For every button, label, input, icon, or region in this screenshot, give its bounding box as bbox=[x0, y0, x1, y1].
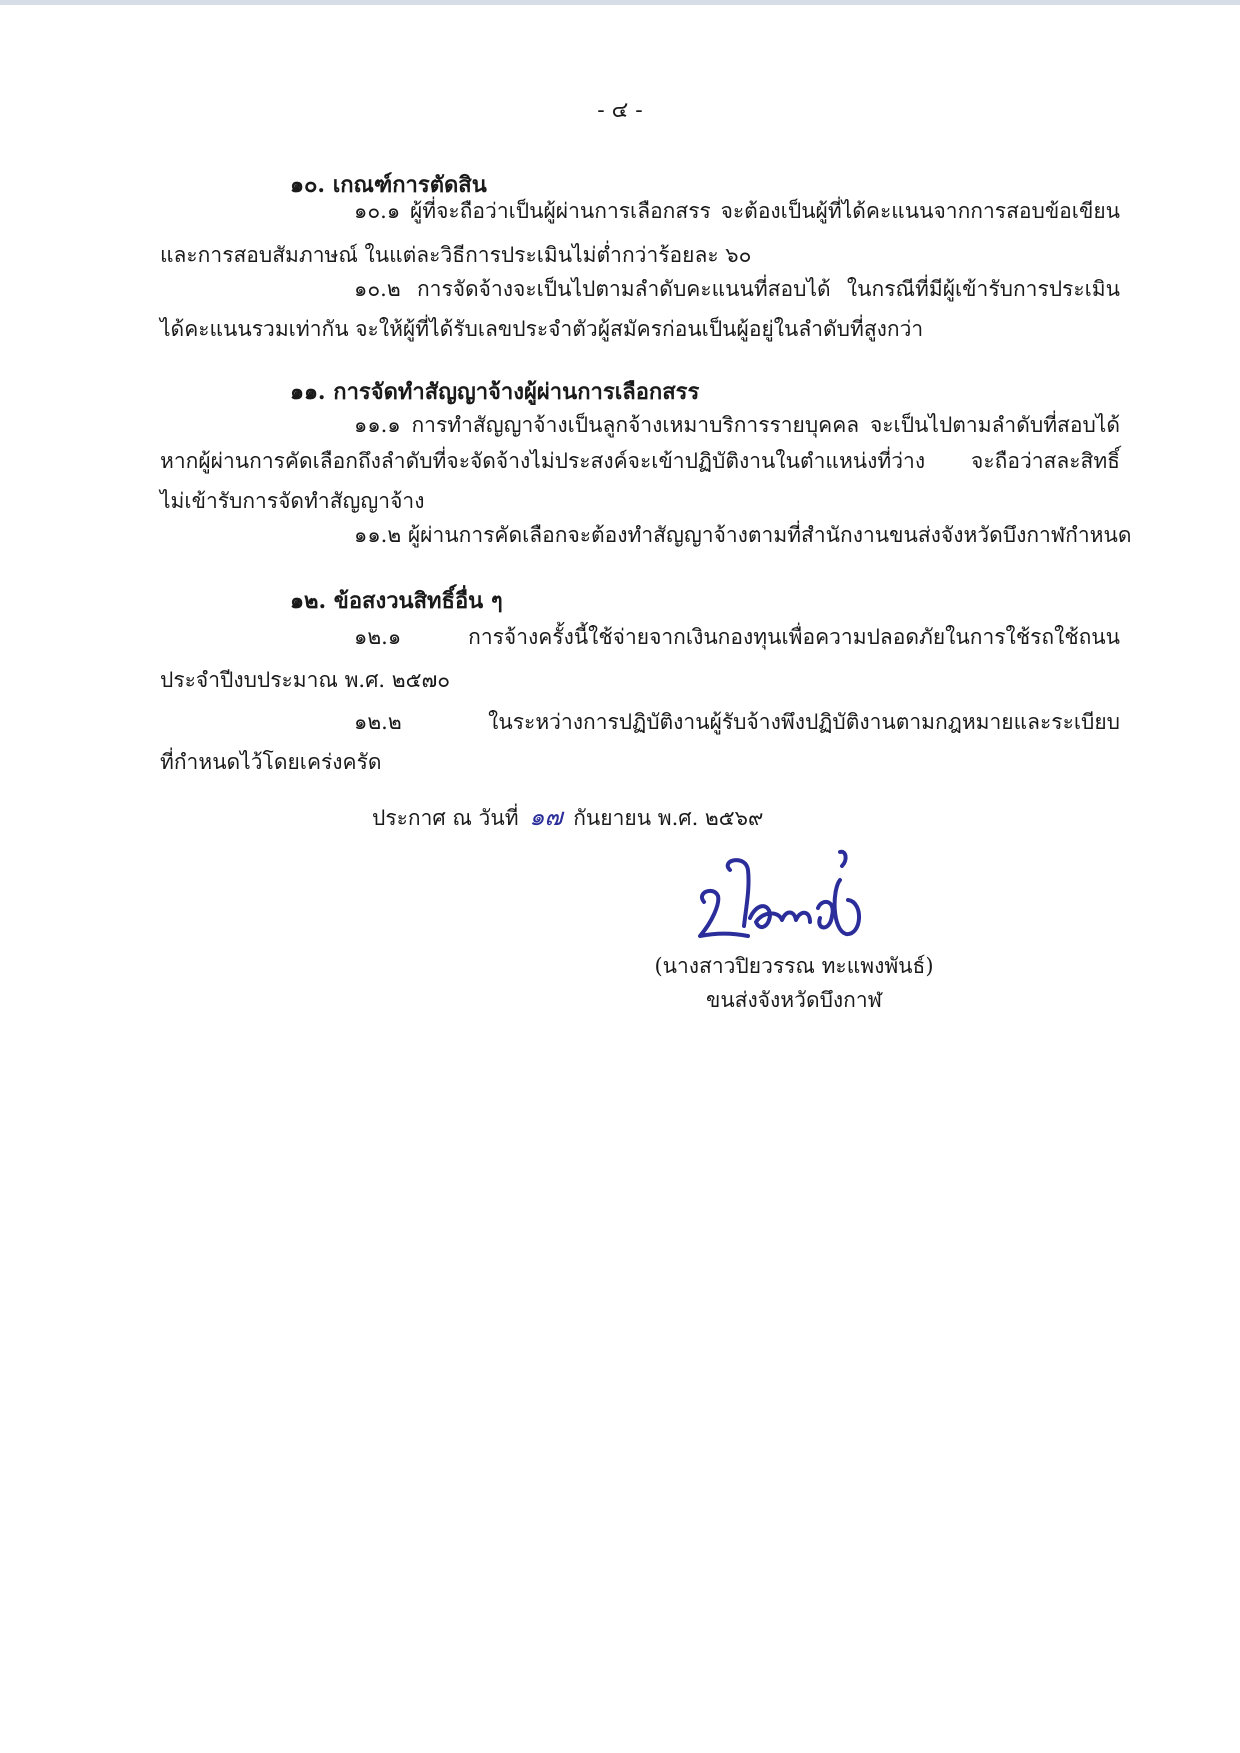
scan-edge bbox=[0, 0, 1240, 5]
signatory-position: ขนส่งจังหวัดบึงกาฬ bbox=[705, 988, 883, 1012]
page-number: - ๔ - bbox=[597, 98, 643, 123]
section-10-line-1: ๑๐.๑ ผู้ที่จะถือว่าเป็นผู้ผ่านการเลือกสรร จะต้องเป็นผู้ที่ได้คะแนนจากการสอบข้อเขียน bbox=[354, 199, 1120, 223]
section-11-line-4: ๑๑.๒ ผู้ผ่านการคัดเลือกจะต้องทำสัญญาจ้างตามที่สำนักงานขนส่งจังหวัดบึงกาฬกำหนด bbox=[354, 523, 1132, 547]
section-10-heading: ๑๐. เกณฑ์การตัดสิน bbox=[290, 172, 487, 198]
section-11-line-1: ๑๑.๑ การทำสัญญาจ้างเป็นลูกจ้างเหมาบริการรายบุคคล จะเป็นไปตามลำดับที่สอบได้ bbox=[354, 413, 1120, 437]
handwritten-signature bbox=[690, 840, 870, 950]
section-12-line-1: ๑๒.๑ การจ้างครั้งนี้ใช้จ่ายจากเงินกองทุนเพื่อความปลอดภัยในการใช้รถใช้ถนน bbox=[354, 625, 1120, 649]
section-12-line-2: ประจำปีงบประมาณ พ.ศ. ๒๕๗๐ bbox=[160, 668, 451, 692]
announcement-date bbox=[372, 797, 763, 836]
announcement-suffix: กันยายน พ.ศ. ๒๕๖๙ bbox=[573, 806, 764, 830]
announcement-prefix: ประกาศ ณ วันที่ bbox=[372, 806, 519, 830]
section-11-heading: ๑๑. การจัดทำสัญญาจ้างผู้ผ่านการเลือกสรร bbox=[290, 379, 700, 405]
section-12-heading: ๑๒. ข้อสงวนสิทธิ์อื่น ๆ bbox=[290, 588, 503, 614]
section-10-line-4: ได้คะแนนรวมเท่ากัน จะให้ผู้ที่ได้รับเลขประจำตัวผู้สมัครก่อนเป็นผู้อยู่ในลำดับที่สูงกว่า bbox=[160, 317, 924, 341]
signatory-name: (นางสาวปิยวรรณ ทะแพงพันธ์) bbox=[654, 954, 934, 978]
announcement-day-handwritten: ๑๗ bbox=[529, 803, 563, 831]
section-11-line-2: หากผู้ผ่านการคัดเลือกถึงลำดับที่จะจัดจ้างไม่ประสงค์จะเข้าปฏิบัติงานในตำแหน่งที่ว่าง จะถือว่าสละสิทธิ์ bbox=[160, 449, 1120, 473]
section-12-line-4: ที่กำหนดไว้โดยเคร่งครัด bbox=[160, 750, 382, 774]
section-10-line-3: ๑๐.๒ การจัดจ้างจะเป็นไปตามลำดับคะแนนที่สอบได้ ในกรณีที่มีผู้เข้ารับการประเมิน bbox=[354, 277, 1120, 301]
section-10-line-2: และการสอบสัมภาษณ์ ในแต่ละวิธีการประเมินไม่ต่ำกว่าร้อยละ ๖๐ bbox=[160, 243, 752, 267]
section-11-line-3: ไม่เข้ารับการจัดทำสัญญาจ้าง bbox=[160, 489, 425, 513]
section-12-line-3: ๑๒.๒ ในระหว่างการปฏิบัติงานผู้รับจ้างพึงปฏิบัติงานตามกฎหมายและระเบียบ bbox=[354, 710, 1120, 734]
